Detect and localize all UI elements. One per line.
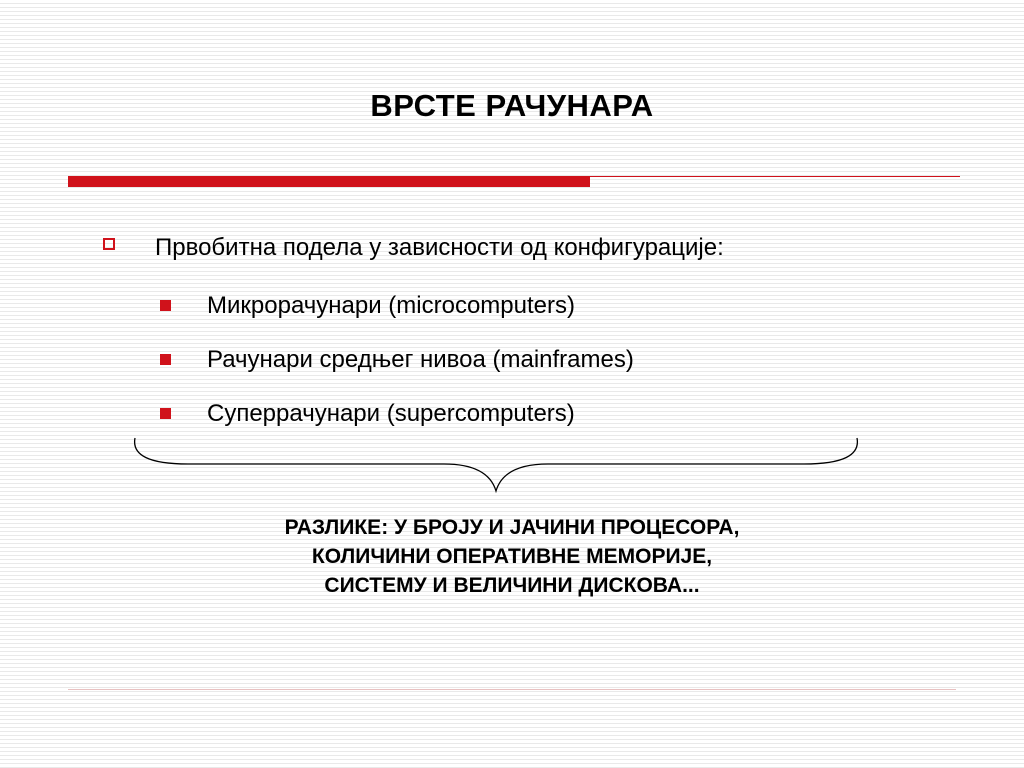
sub-point-mainframes: Рачунари средњег нивоа (mainframes) [207, 346, 634, 373]
sub-point-supercomputers: Суперрачунари (supercomputers) [207, 400, 575, 427]
filled-square-bullet-icon [160, 300, 171, 311]
sub-point-microcomputers: Микрорачунари (microcomputers) [207, 292, 575, 319]
filled-square-bullet-icon [160, 408, 171, 419]
summary-line: РАЗЛИКЕ: У БРОЈУ И ЈАЧИНИ ПРОЦЕСОРА, [284, 516, 740, 539]
title-rule-thick [68, 176, 590, 187]
summary-line: СИСТЕМУ И ВЕЛИЧИНИ ДИСКОВА... [324, 574, 700, 597]
hollow-square-bullet-icon [103, 238, 115, 250]
filled-square-bullet-icon [160, 354, 171, 365]
title-rule-thin [590, 176, 960, 177]
main-point-text: Првобитна подела у зависности од конфигурације: [155, 234, 724, 261]
summary-text [0, 513, 1024, 600]
slide-title: ВРСТЕ РАЧУНАРА [370, 88, 654, 123]
curly-brace-icon [128, 434, 864, 496]
bottom-rule [68, 689, 956, 690]
summary-line: КОЛИЧИНИ ОПЕРАТИВНЕ МЕМОРИЈЕ, [311, 545, 713, 568]
